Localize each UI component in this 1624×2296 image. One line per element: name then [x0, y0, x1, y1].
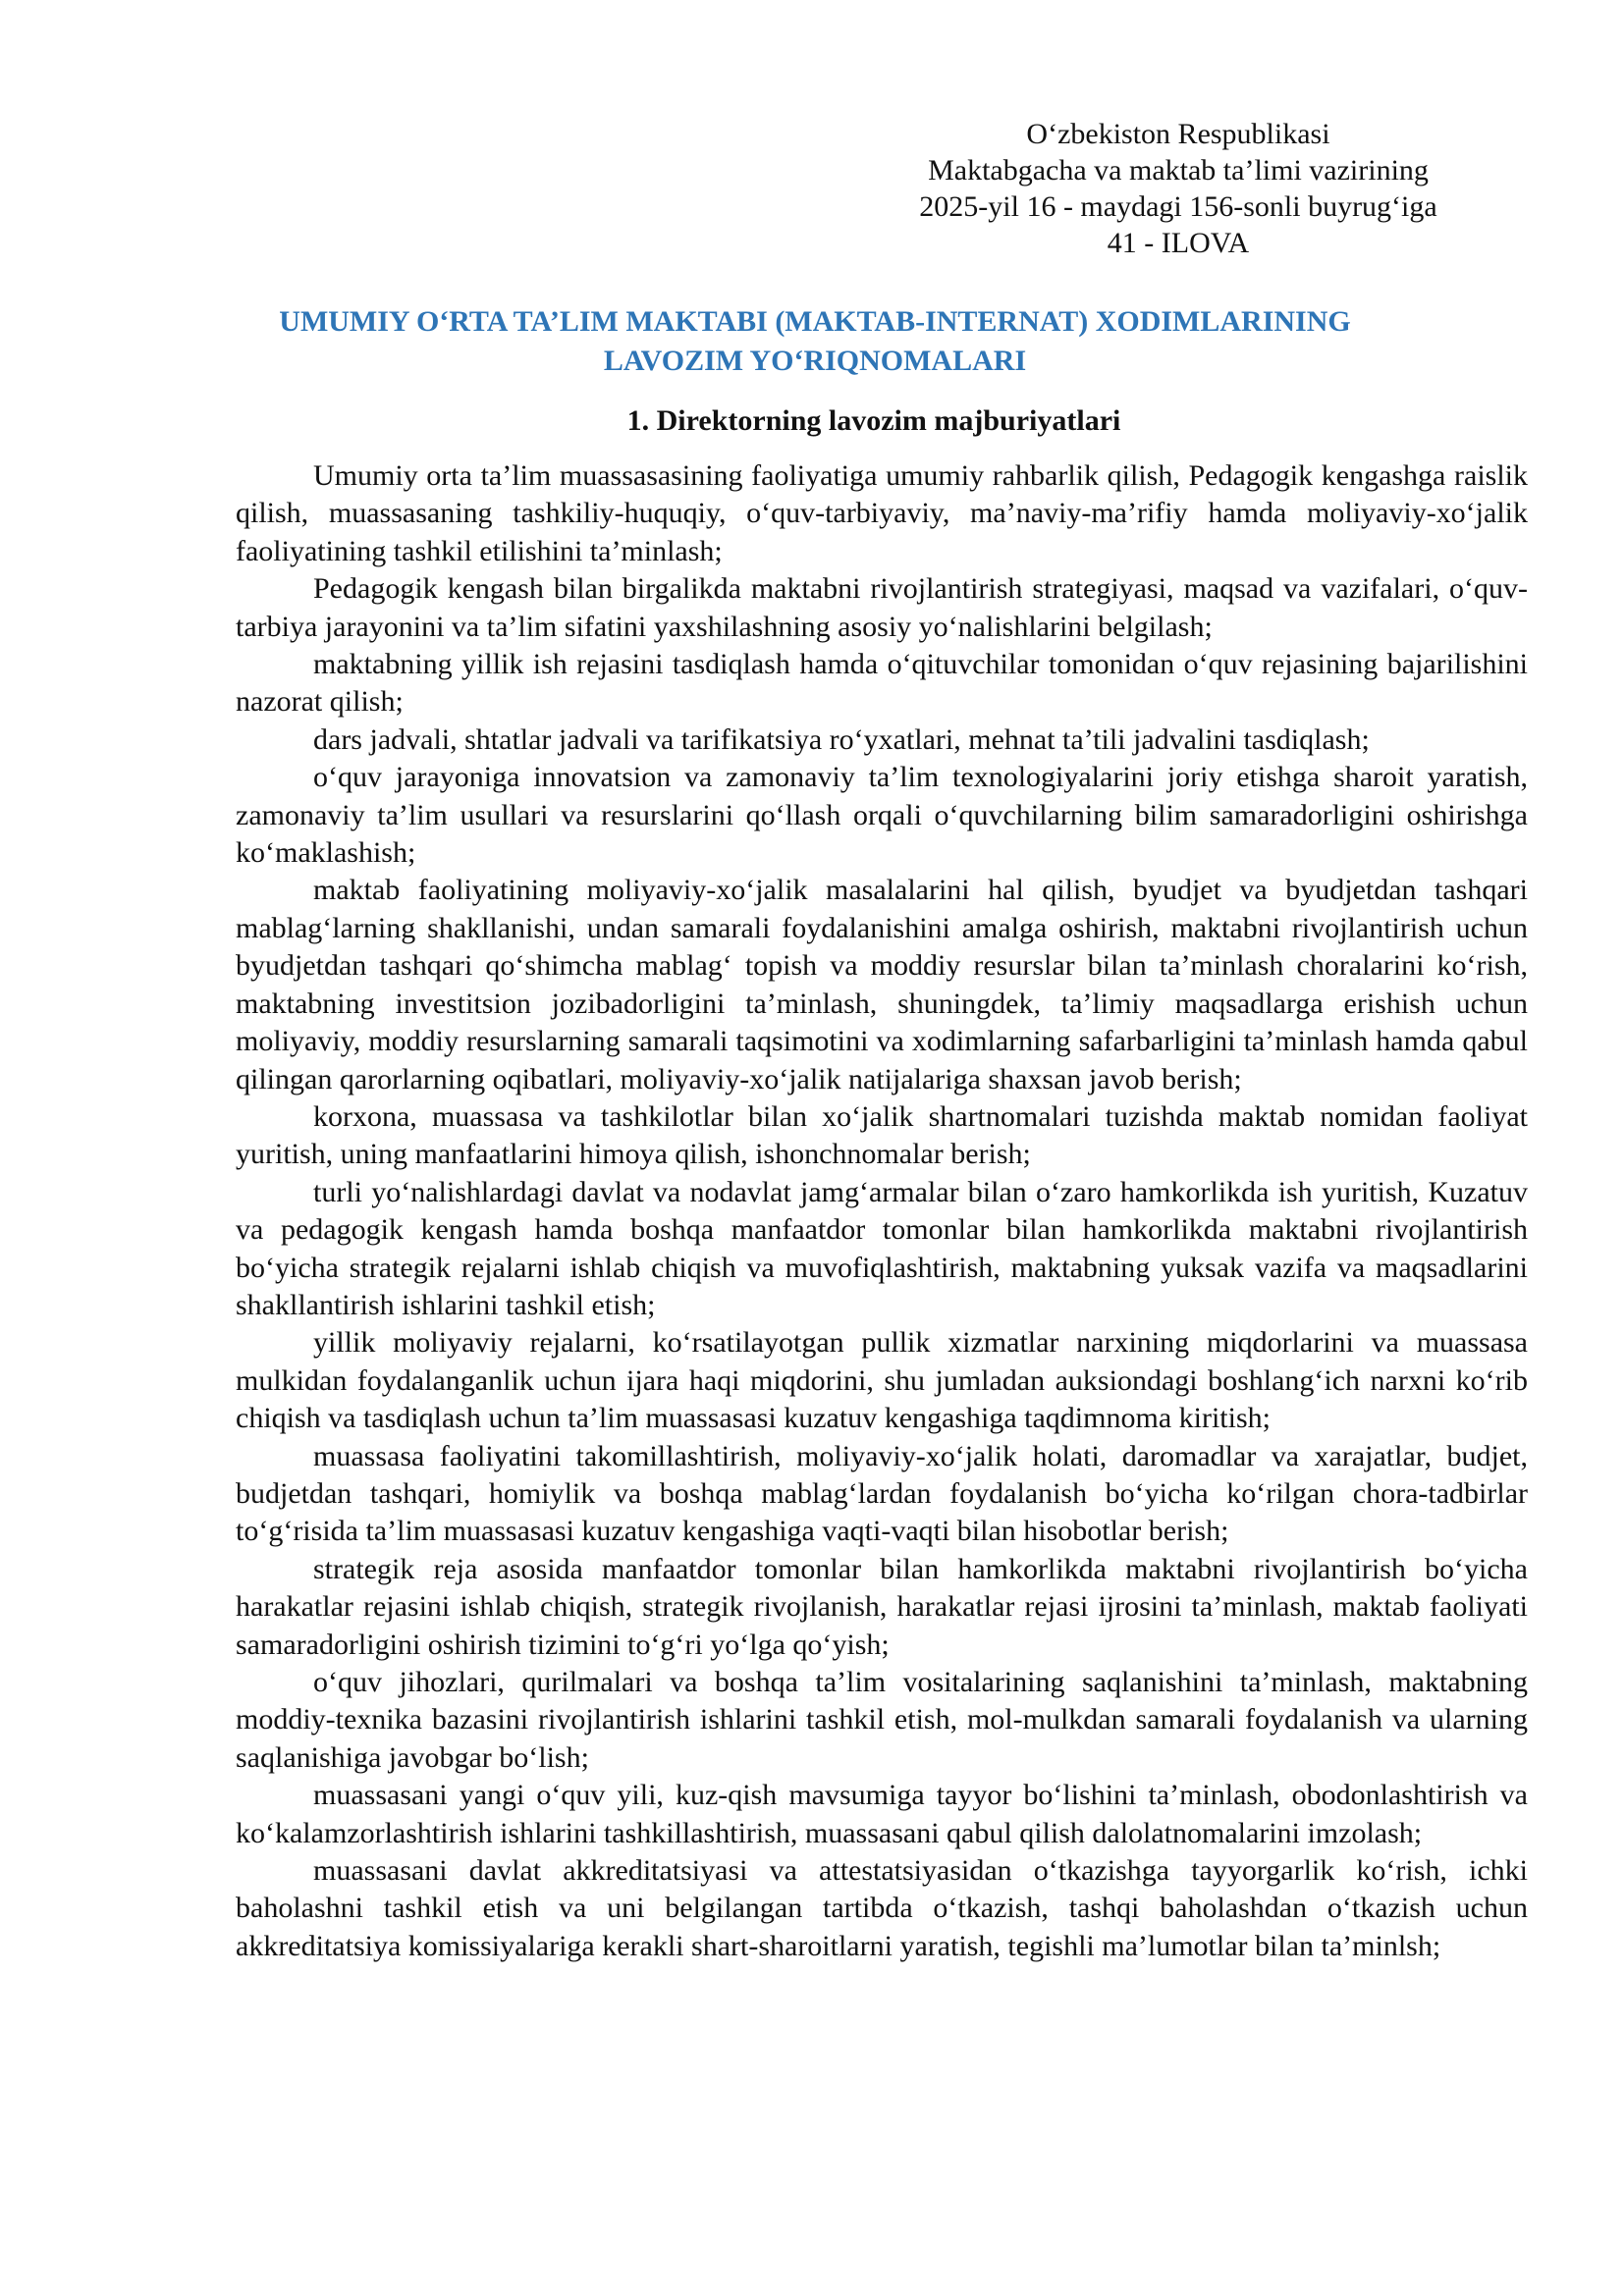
paragraph: korxona, muassasa va tashkilotlar bilan xo‘jalik shartnomalari tuzishda maktab nomidan faoliyat yuritish, uning manfaatlarini himoya qilish, ishonchnomalar berish; [236, 1099, 1528, 1171]
header-line-ministry: Maktabgacha va maktab ta’limi vazirining [928, 154, 1429, 187]
paragraph: muassasani yangi o‘quv yili, kuz-qish mavsumiga tayyor bo‘lishini ta’minlash, obodonlashtirish va ko‘kalamzorlashtirish ishlarini tashkillashtirish, muassasani qabul qilish dalolatnomalarini imzolash; [236, 1779, 1528, 1849]
paragraph: yillik moliyaviy rejalarni, ko‘rsatilayotgan pullik xizmatlar narxining miqdorlarini va muassasa mulkidan foydalanganlik uchun ijara haqi miqdorini, shu jumladan auksiondagi boshlang‘ich narxni ko‘rib chiqish va tasdiqlash uchun ta’lim muassasasi kuzatuv kengashiga taqdimnoma kiritish; [236, 1326, 1528, 1435]
document-title-line-2: LAVOZIM YO‘RIQNOMALARI [603, 345, 1027, 377]
approval-header [844, 116, 1512, 261]
paragraph: o‘quv jihozlari, qurilmalari va boshqa ta’lim vositalarining saqlanishini ta’minlash, maktabning moddiy-texnika bazasini rivojlantirish ishlarini tashkil etish, mol-mulkdan samarali foydalanish va ularning saqlanishiga javobgar bo‘lish; [236, 1666, 1528, 1774]
paragraph: o‘quv jarayoniga innovatsion va zamonaviy ta’lim texnologiyalarini joriy etishga sharoit yaratish, zamonaviy ta’lim usullari va resurslarini qo‘llash orqali o‘quvchilarning bilim samaradorligini oshirishga ko‘maklashish; [236, 761, 1528, 870]
paragraph: Umumiy orta ta’lim muassasasining faoliyatiga umumiy rahbarlik qilish, Pedagogik kengashga raislik qilish, muassasaning tashkiliy-huquqiy, o‘quv-tarbiyaviy, ma’naviy-ma’rifiy hamda moliyaviy-xo‘jalik faoliyatining tashkil etilishini ta’minlash; [236, 459, 1528, 567]
header-line-republic: O‘zbekiston Respublikasi [1026, 118, 1330, 150]
paragraph: muassasani davlat akkreditatsiyasi va attestatsiyasidan o‘tkazishga tayyorgarlik ko‘rish, ichki baholashni tashkil etish va uni belgilangan tartibda o‘tkazish, tashqi baholashdan o‘tkazish uchun akkreditatsiya komissiyalariga kerakli shart-sharoitlarni yaratish, tegishli ma’lumotlar bilan ta’minlsh; [236, 1854, 1528, 1962]
paragraph: turli yo‘nalishlardagi davlat va nodavlat jamg‘armalar bilan o‘zaro hamkorlikda ish yuritish, Kuzatuv va pedagogik kengash hamda boshqa manfaatdor tomonlar bilan hamkorlikda maktabni rivojlantirish bo‘yicha strategik rejalarni ishlab chiqish va muvofiqlashtirish, maktabning yuksak vazifa va maqsadlarini shakllantirish ishlarini tashkil etish; [236, 1175, 1528, 1321]
paragraph: Pedagogik kengash bilan birgalikda maktabni rivojlantirish strategiyasi, maqsad va vazifalari, o‘quv-tarbiya jarayonini va ta’lim sifatini yaxshilashning asosiy yo‘nalishlarini belgilash; [236, 572, 1528, 643]
document-body [236, 457, 1528, 1965]
paragraph: strategik reja asosida manfaatdor tomonlar bilan hamkorlikda maktabni rivojlantirish bo‘yicha harakatlar rejasini ishlab chiqish, strategik rivojlanish, harakatlar rejasi ijrosini ta’minlash, maktab faoliyati samaradorligini oshirish tizimini to‘g‘ri yo‘lga qo‘yish; [236, 1552, 1528, 1661]
document-title [177, 302, 1453, 381]
paragraph: maktab faoliyatining moliyaviy-xo‘jalik masalalarini hal qilish, byudjet va byudjetdan tashqari mablag‘larning shakllanishi, undan samarali foydalanishini amalga oshirish, maktabni rivojlantirish uchun byudjetdan tashqari qo‘shimcha mablag‘ topish va moddiy resurslar bilan ta’minlash choralarini ko‘rish, maktabning investitsion jozibadorligini ta’minlash, shuningdek, ta’limiy maqsadlarga erishish uchun moliyaviy, moddiy resurslarning samarali taqsimotini va xodimlarning safarbarligini ta’minlash hamda qabul qilingan qarorlarning oqibatlari, moliyaviy-xo‘jalik natijalariga shaxsan javob berish; [236, 874, 1528, 1095]
paragraph: maktabning yillik ish rejasini tasdiqlash hamda o‘qituvchilar tomonidan o‘quv rejasining bajarilishini nazorat qilish; [236, 648, 1528, 719]
document-title-line-1: UMUMIY O‘RTA TA’LIM MAKTABI (MAKTAB-INTERNAT) XODIMLARINING [279, 305, 1351, 338]
section-heading: 1. Direktorning lavozim majburiyatlari [626, 404, 1121, 437]
header-line-order: 2025-yil 16 - maydagi 156-sonli buyrug‘iga [919, 190, 1437, 223]
header-line-appendix: 41 - ILOVA [1107, 227, 1250, 259]
paragraph: dars jadvali, shtatlar jadvali va tarifikatsiya ro‘yxatlari, mehnat ta’tili jadvalini tasdiqlash; [313, 722, 1370, 756]
paragraph: muassasa faoliyatini takomillashtirish, moliyaviy-xo‘jalik holati, daromadlar va xarajatlar, budjet, budjetdan tashqari, homiylik va boshqa mablag‘lardan foydalanish bo‘yicha ko‘rilgan chora-tadbirlar to‘g‘risida ta’lim muassasasi kuzatuv kengashiga vaqti-vaqti bilan hisobotlar berish; [236, 1439, 1528, 1548]
